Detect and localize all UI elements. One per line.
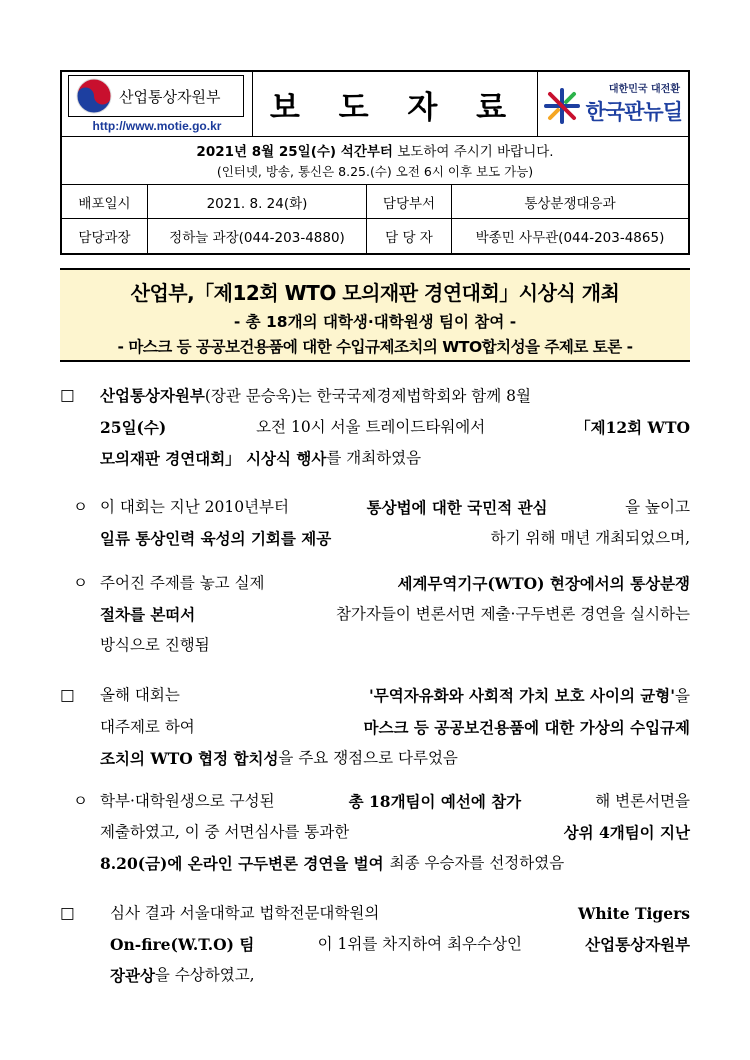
p1-text-1: (장관 문승욱)는 한국국제경제법학회와 함께 8월 bbox=[204, 387, 531, 405]
distribution-date-label: 배포일시 bbox=[62, 185, 148, 218]
p4-text-4: 을 주요 쟁점으로 다루었음 bbox=[278, 749, 458, 767]
p5-text-3: 제출하였고, 이 중 서면심사를 통과한 bbox=[100, 823, 350, 841]
p1-text-2: 오전 10시 서울 트레이드타워에서 bbox=[256, 418, 486, 436]
square-bullet: □ bbox=[60, 386, 75, 404]
p6-text-2: 이 1위를 차지하여 최우수상인 bbox=[317, 935, 522, 953]
paragraph-4 bbox=[60, 680, 690, 774]
p5-text-1: 학부·대학원생으로 구성된 bbox=[100, 792, 275, 810]
embargo-note: (인터넷, 방송, 통신은 8.25.(수) 오전 6시 이후 보도 가능) bbox=[216, 164, 534, 179]
p6-award-2: 장관상 bbox=[110, 966, 155, 985]
p1-ministry: 산업통상자원부 bbox=[100, 386, 205, 405]
p5-text-4: 최종 우승자를 선정하였음 bbox=[389, 854, 565, 872]
p2-text-2: 을 높이고 bbox=[625, 498, 690, 516]
doc-type-title: 보 도 자 료 bbox=[269, 89, 521, 126]
p2-text-1: 이 대회는 지난 2010년부터 bbox=[100, 498, 289, 516]
ministry-cell bbox=[62, 72, 253, 136]
newdeal-arrow-icon bbox=[544, 86, 580, 126]
doc-type-cell bbox=[253, 72, 538, 136]
p5-bold-1: 총 18개팀이 예선에 참가 bbox=[348, 792, 522, 811]
p1-event-name-2: 모의재판 경연대회」 시상식 행사 bbox=[100, 449, 327, 468]
director-label: 담당과장 bbox=[62, 219, 148, 253]
p3-text-1: 주어진 주제를 놓고 실제 bbox=[100, 574, 265, 592]
p3-text-3: 방식으로 진행됨 bbox=[100, 636, 210, 654]
paragraph-5 bbox=[73, 786, 690, 879]
p2-text-3: 하기 위해 매년 개최되었으며, bbox=[490, 529, 690, 547]
p4-bold-1: 마스크 등 공공보건용품에 대한 가상의 수입규제 bbox=[363, 718, 690, 737]
paragraph-1 bbox=[60, 380, 690, 474]
director-value: 정하늘 과장(044-203-4880) bbox=[148, 219, 367, 253]
circle-bullet: ㅇ bbox=[73, 498, 88, 516]
embargo-date: 2021년 8월 25일(수) 석간부터 bbox=[196, 144, 393, 160]
square-bullet: □ bbox=[60, 686, 75, 704]
embargo-request: 보도하여 주시기 바랍니다. bbox=[397, 144, 554, 160]
headline-box bbox=[60, 268, 690, 362]
newdeal-logo-text: 한국판뉴딜 bbox=[585, 100, 682, 124]
ministry-url-link[interactable]: http://www.motie.go.kr bbox=[92, 119, 222, 133]
headline-subtitle-2: - 마스크 등 공공보건용품에 대한 수입규제조치의 WTO합치성을 주제로 토론 - bbox=[117, 338, 633, 356]
department-value: 통상분쟁대응과 bbox=[524, 195, 616, 212]
info-row-distribution bbox=[62, 185, 688, 218]
p3-bold-2: 절차를 본떠서 bbox=[100, 605, 196, 624]
headline-title: 산업부,「제12회 WTO 모의재판 경연대회」시상식 개최 bbox=[130, 281, 620, 305]
p3-text-2: 참가자들이 변론서면 제출·구두변론 경연을 실시하는 bbox=[335, 605, 690, 623]
p5-bold-2: 상위 4개팀이 지난 bbox=[563, 823, 690, 842]
p4-bold-2: 조치의 WTO 협정 합치성 bbox=[100, 749, 279, 768]
p5-text-2: 해 변론서면을 bbox=[595, 792, 690, 810]
info-row-contacts bbox=[62, 218, 688, 253]
circle-bullet: ㅇ bbox=[73, 574, 88, 592]
p4-theme: '무역자유화와 사회적 가치 보호 사이의 균형' bbox=[369, 686, 676, 705]
square-bullet: □ bbox=[60, 904, 75, 922]
p1-event-name: 「제12회 WTO bbox=[575, 418, 690, 437]
officer-value: 박종민 사무관(044-203-4865) bbox=[475, 230, 665, 246]
p2-bold-2: 일류 통상인력 육성의 기회를 제공 bbox=[100, 529, 332, 548]
p6-award: 산업통상자원부 bbox=[585, 935, 690, 954]
newdeal-logo-cell bbox=[538, 72, 688, 136]
press-release-header bbox=[60, 70, 690, 255]
distribution-date-value: 2021. 8. 24(화) bbox=[148, 185, 367, 218]
p2-bold-1: 통상법에 대한 국민적 관심 bbox=[366, 498, 548, 517]
paragraph-2 bbox=[73, 492, 690, 554]
p4-text-3: 대주제로 하여 bbox=[100, 718, 195, 736]
p3-bold-1: 세계무역기구(WTO) 현장에서의 통상분쟁 bbox=[397, 574, 690, 593]
officer-label: 담 당 자 bbox=[367, 219, 452, 253]
p1-date: 25일(수) bbox=[100, 418, 167, 437]
newdeal-tagline: 대한민국 대전환 bbox=[608, 84, 680, 95]
p1-text-3: 를 개최하였음 bbox=[326, 449, 422, 467]
paragraph-6 bbox=[60, 898, 690, 991]
ministry-logo-box bbox=[68, 75, 244, 117]
embargo-notice bbox=[62, 137, 688, 185]
paragraph-3 bbox=[73, 568, 690, 661]
p4-text-2: 을 bbox=[675, 687, 690, 705]
p5-bold-3: 8.20(금)에 온라인 구두변론 경연을 벌여 bbox=[100, 854, 384, 873]
department-label: 담당부서 bbox=[367, 185, 452, 218]
circle-bullet: ㅇ bbox=[73, 792, 88, 810]
p6-text-1: 심사 결과 서울대학교 법학전문대학원의 bbox=[110, 904, 380, 922]
p6-team-name: White Tigers bbox=[578, 904, 690, 923]
ministry-name: 산업통상자원부 bbox=[119, 87, 221, 106]
headline-subtitle-1: - 총 18개의 대학생·대학원생 팀이 참여 - bbox=[233, 313, 517, 331]
p6-team-name-2: On-fire(W.T.O) 팀 bbox=[110, 935, 255, 954]
p4-text-1: 올해 대회는 bbox=[100, 686, 180, 704]
p6-text-3: 을 수상하였고, bbox=[154, 966, 255, 984]
taegeuk-emblem-icon bbox=[75, 77, 113, 115]
